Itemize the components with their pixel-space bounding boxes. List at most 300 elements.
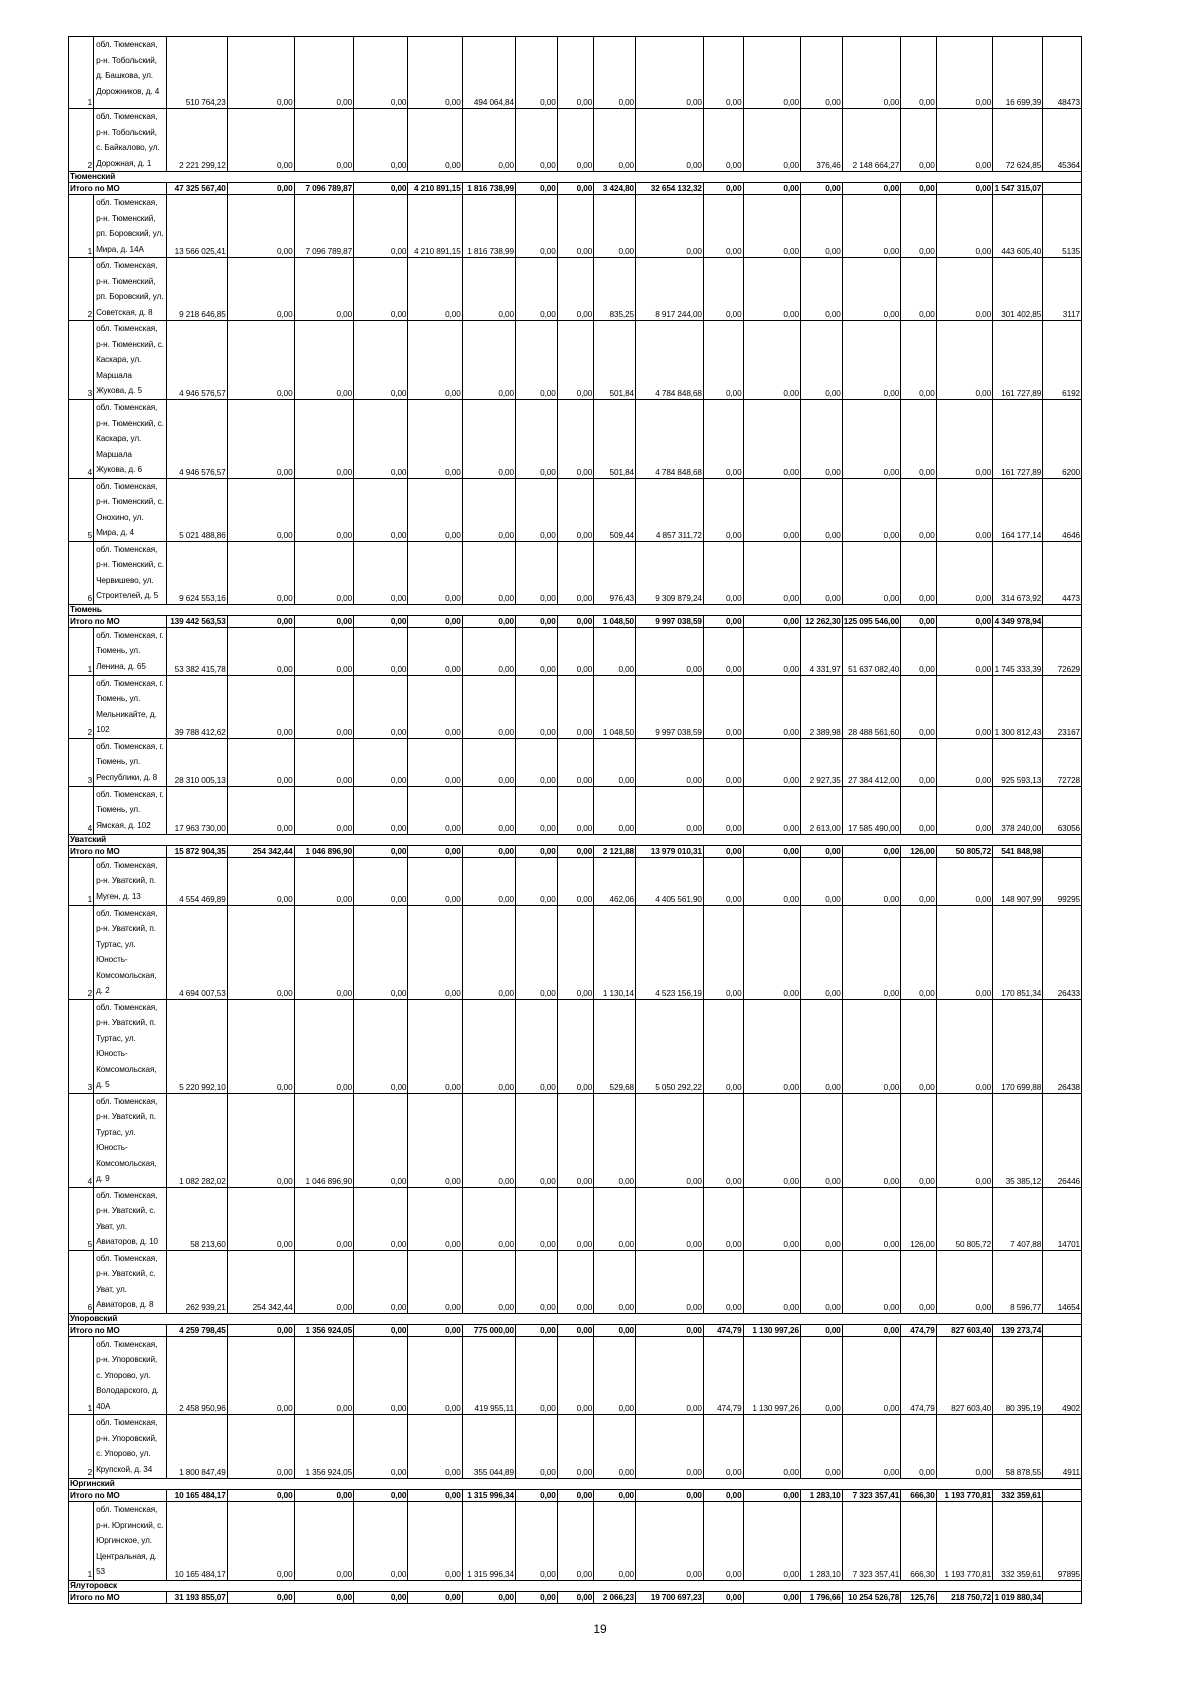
total-value-cell: 0,00 — [227, 1324, 294, 1336]
value-cell: 0,00 — [462, 321, 515, 400]
value-cell: 17 963 730,00 — [167, 786, 228, 834]
value-cell: 378 240,00 — [993, 786, 1043, 834]
value-cell: 0,00 — [227, 675, 294, 738]
value-cell: 0,00 — [515, 37, 557, 109]
value-cell: 0,00 — [901, 999, 937, 1093]
total-label: Итого по МО — [69, 183, 167, 195]
value-cell: 0,00 — [294, 905, 354, 999]
total-value-cell — [1043, 615, 1082, 627]
region-total-row — [69, 615, 1082, 627]
row-index: 1 — [69, 37, 94, 109]
value-cell: 0,00 — [408, 1502, 462, 1581]
value-cell: 0,00 — [354, 627, 408, 675]
value-cell: 97895 — [1043, 1502, 1082, 1581]
region-name: Юргинский — [69, 1479, 1082, 1490]
value-cell: 0,00 — [408, 675, 462, 738]
value-cell: 0,00 — [936, 478, 992, 541]
value-cell: 72629 — [1043, 627, 1082, 675]
value-cell: 509,44 — [594, 478, 636, 541]
address-cell: обл. Тюменская, р-н. Упоровский, с. Упорово, ул. Крупской, д. 34 — [94, 1415, 167, 1479]
value-cell: 1 046 896,90 — [294, 1093, 354, 1187]
value-cell: 16 699,39 — [993, 37, 1043, 109]
value-cell: 0,00 — [743, 1093, 800, 1187]
value-cell: 0,00 — [462, 999, 515, 1093]
total-value-cell: 0,00 — [635, 1324, 703, 1336]
region-name: Тюменский — [69, 172, 1082, 183]
value-cell: 161 727,89 — [993, 400, 1043, 479]
value-cell: 301 402,85 — [993, 258, 1043, 321]
value-cell: 0,00 — [227, 1502, 294, 1581]
total-value-cell: 0,00 — [515, 1324, 557, 1336]
value-cell: 262 939,21 — [167, 1250, 228, 1313]
value-cell: 0,00 — [557, 400, 594, 479]
value-cell: 0,00 — [354, 999, 408, 1093]
total-value-cell: 1 816 738,99 — [462, 183, 515, 195]
value-cell: 0,00 — [557, 321, 594, 400]
value-cell: 0,00 — [408, 627, 462, 675]
value-cell: 0,00 — [800, 400, 842, 479]
total-value-cell: 0,00 — [703, 615, 743, 627]
address-cell: обл. Тюменская, р-н. Тобольский, с. Байкалово, ул. Дорожная, д. 1 — [94, 109, 167, 172]
region-header-row — [69, 604, 1082, 615]
value-cell: 53 382 415,78 — [167, 627, 228, 675]
value-cell: 1 082 282,02 — [167, 1093, 228, 1187]
value-cell: 0,00 — [227, 258, 294, 321]
value-cell: 0,00 — [294, 321, 354, 400]
value-cell: 0,00 — [743, 1250, 800, 1313]
value-cell: 0,00 — [354, 738, 408, 786]
value-cell: 45364 — [1043, 109, 1082, 172]
region-total-row — [69, 845, 1082, 857]
value-cell: 0,00 — [557, 675, 594, 738]
address-cell: обл. Тюменская, р-н. Тюменский, с. Каскара, ул. Маршала Жукова, д. 6 — [94, 400, 167, 479]
region-header-row — [69, 1580, 1082, 1591]
value-cell: 0,00 — [557, 37, 594, 109]
value-cell: 0,00 — [901, 541, 937, 604]
value-cell: 4 946 576,57 — [167, 400, 228, 479]
value-cell: 501,84 — [594, 321, 636, 400]
total-value-cell: 0,00 — [743, 1591, 800, 1603]
value-cell: 0,00 — [800, 1250, 842, 1313]
value-cell: 0,00 — [635, 1250, 703, 1313]
value-cell: 0,00 — [703, 999, 743, 1093]
total-value-cell: 2 121,88 — [594, 845, 636, 857]
value-cell: 0,00 — [294, 1336, 354, 1415]
value-cell: 1 816 738,99 — [462, 195, 515, 258]
value-cell: 0,00 — [594, 37, 636, 109]
total-value-cell: 0,00 — [227, 615, 294, 627]
value-cell: 4 857 311,72 — [635, 478, 703, 541]
total-value-cell: 0,00 — [462, 845, 515, 857]
value-cell: 0,00 — [515, 675, 557, 738]
value-cell: 0,00 — [635, 195, 703, 258]
total-value-cell — [1043, 1591, 1082, 1603]
value-cell: 0,00 — [901, 786, 937, 834]
value-cell: 0,00 — [936, 738, 992, 786]
table-row — [69, 1336, 1082, 1415]
table-row — [69, 321, 1082, 400]
value-cell: 0,00 — [557, 478, 594, 541]
value-cell: 0,00 — [901, 109, 937, 172]
value-cell: 0,00 — [294, 1502, 354, 1581]
value-cell: 0,00 — [594, 195, 636, 258]
value-cell: 0,00 — [635, 1502, 703, 1581]
value-cell: 4 694 007,53 — [167, 905, 228, 999]
value-cell: 0,00 — [462, 258, 515, 321]
value-cell: 355 044,89 — [462, 1415, 515, 1479]
total-value-cell: 0,00 — [901, 183, 937, 195]
value-cell: 0,00 — [800, 1336, 842, 1415]
value-cell: 0,00 — [354, 321, 408, 400]
value-cell: 8 917 244,00 — [635, 258, 703, 321]
total-value-cell: 1 283,10 — [800, 1490, 842, 1502]
row-index: 3 — [69, 999, 94, 1093]
value-cell: 50 805,72 — [936, 1187, 992, 1250]
value-cell: 0,00 — [703, 321, 743, 400]
value-cell: 2 148 664,27 — [842, 109, 900, 172]
region-total-row — [69, 1591, 1082, 1603]
value-cell: 0,00 — [635, 1187, 703, 1250]
table-row — [69, 999, 1082, 1093]
value-cell: 0,00 — [901, 37, 937, 109]
value-cell: 0,00 — [703, 738, 743, 786]
region-name: Упоровский — [69, 1313, 1082, 1324]
value-cell: 26438 — [1043, 999, 1082, 1093]
table-row — [69, 1502, 1082, 1581]
region-name: Тюмень — [69, 604, 1082, 615]
value-cell: 0,00 — [842, 1187, 900, 1250]
value-cell: 0,00 — [703, 258, 743, 321]
value-cell: 0,00 — [354, 37, 408, 109]
total-value-cell: 0,00 — [703, 183, 743, 195]
total-value-cell: 0,00 — [594, 1490, 636, 1502]
value-cell: 0,00 — [936, 37, 992, 109]
total-value-cell: 9 997 038,59 — [635, 615, 703, 627]
total-value-cell: 1 019 880,34 — [993, 1591, 1043, 1603]
value-cell: 0,00 — [594, 627, 636, 675]
value-cell: 827 603,40 — [936, 1336, 992, 1415]
total-value-cell: 4 349 978,94 — [993, 615, 1043, 627]
value-cell: 0,00 — [842, 1415, 900, 1479]
value-cell: 0,00 — [227, 321, 294, 400]
total-value-cell: 0,00 — [800, 845, 842, 857]
value-cell: 164 177,14 — [993, 478, 1043, 541]
table-row — [69, 109, 1082, 172]
region-header-row — [69, 1313, 1082, 1324]
value-cell: 0,00 — [901, 321, 937, 400]
value-cell: 0,00 — [557, 195, 594, 258]
value-cell: 0,00 — [743, 999, 800, 1093]
value-cell: 10 165 484,17 — [167, 1502, 228, 1581]
value-cell: 0,00 — [354, 905, 408, 999]
value-cell: 0,00 — [743, 195, 800, 258]
total-value-cell: 0,00 — [408, 615, 462, 627]
address-cell: обл. Тюменская, р-н. Тобольский, д. Башкова, ул. Дорожников, д. 4 — [94, 37, 167, 109]
total-value-cell: 0,00 — [743, 615, 800, 627]
total-value-cell: 4 259 798,45 — [167, 1324, 228, 1336]
total-value-cell: 474,79 — [703, 1324, 743, 1336]
value-cell: 0,00 — [594, 738, 636, 786]
region-header-row — [69, 834, 1082, 845]
value-cell: 0,00 — [936, 675, 992, 738]
total-value-cell: 0,00 — [462, 615, 515, 627]
value-cell: 0,00 — [462, 738, 515, 786]
total-value-cell — [1043, 1490, 1082, 1502]
value-cell: 0,00 — [842, 999, 900, 1093]
value-cell: 0,00 — [594, 109, 636, 172]
row-index: 2 — [69, 675, 94, 738]
value-cell: 0,00 — [635, 1336, 703, 1415]
value-cell: 0,00 — [743, 37, 800, 109]
value-cell: 0,00 — [515, 321, 557, 400]
total-value-cell: 0,00 — [901, 615, 937, 627]
total-value-cell: 0,00 — [703, 1490, 743, 1502]
total-value-cell: 0,00 — [743, 845, 800, 857]
value-cell: 80 395,19 — [993, 1336, 1043, 1415]
value-cell: 0,00 — [354, 1250, 408, 1313]
total-value-cell: 0,00 — [354, 845, 408, 857]
total-value-cell: 7 323 357,41 — [842, 1490, 900, 1502]
value-cell: 0,00 — [901, 675, 937, 738]
total-value-cell: 0,00 — [354, 1591, 408, 1603]
value-cell: 0,00 — [294, 1250, 354, 1313]
total-value-cell: 10 165 484,17 — [167, 1490, 228, 1502]
row-index: 1 — [69, 195, 94, 258]
budget-table — [68, 36, 1082, 1604]
value-cell: 0,00 — [462, 109, 515, 172]
value-cell: 0,00 — [515, 786, 557, 834]
value-cell: 0,00 — [294, 786, 354, 834]
total-value-cell: 0,00 — [557, 845, 594, 857]
total-value-cell: 0,00 — [515, 845, 557, 857]
value-cell: 5135 — [1043, 195, 1082, 258]
total-value-cell: 474,79 — [901, 1324, 937, 1336]
value-cell: 6192 — [1043, 321, 1082, 400]
value-cell: 9 624 553,16 — [167, 541, 228, 604]
total-value-cell: 0,00 — [635, 1490, 703, 1502]
value-cell: 0,00 — [635, 109, 703, 172]
total-value-cell: 0,00 — [408, 1591, 462, 1603]
value-cell: 0,00 — [354, 1415, 408, 1479]
value-cell: 419 955,11 — [462, 1336, 515, 1415]
value-cell: 5 050 292,22 — [635, 999, 703, 1093]
address-cell: обл. Тюменская, р-н. Тюменский, с. Каскара, ул. Маршала Жукова, д. 5 — [94, 321, 167, 400]
total-value-cell: 827 603,40 — [936, 1324, 992, 1336]
row-index: 3 — [69, 738, 94, 786]
value-cell: 26433 — [1043, 905, 1082, 999]
value-cell: 2 221 299,12 — [167, 109, 228, 172]
value-cell: 2 458 950,96 — [167, 1336, 228, 1415]
value-cell: 0,00 — [227, 1187, 294, 1250]
total-value-cell — [1043, 1324, 1082, 1336]
value-cell: 72 624,85 — [993, 109, 1043, 172]
value-cell: 0,00 — [594, 1187, 636, 1250]
value-cell: 0,00 — [635, 1415, 703, 1479]
value-cell: 0,00 — [800, 195, 842, 258]
value-cell: 0,00 — [936, 1250, 992, 1313]
value-cell: 0,00 — [462, 541, 515, 604]
region-total-row — [69, 1324, 1082, 1336]
total-value-cell: 0,00 — [227, 1490, 294, 1502]
value-cell: 0,00 — [901, 1415, 937, 1479]
total-value-cell: 0,00 — [842, 845, 900, 857]
table-row — [69, 786, 1082, 834]
row-index: 1 — [69, 1502, 94, 1581]
value-cell: 0,00 — [557, 627, 594, 675]
value-cell: 0,00 — [294, 627, 354, 675]
value-cell: 0,00 — [800, 1187, 842, 1250]
value-cell: 0,00 — [408, 1187, 462, 1250]
row-index: 5 — [69, 1187, 94, 1250]
value-cell: 0,00 — [227, 1336, 294, 1415]
value-cell: 4 523 156,19 — [635, 905, 703, 999]
value-cell: 0,00 — [408, 1250, 462, 1313]
value-cell: 17 585 490,00 — [842, 786, 900, 834]
total-value-cell: 1 130 997,26 — [743, 1324, 800, 1336]
value-cell: 0,00 — [800, 258, 842, 321]
value-cell: 0,00 — [515, 1415, 557, 1479]
value-cell: 0,00 — [703, 109, 743, 172]
total-value-cell: 0,00 — [936, 183, 992, 195]
total-value-cell: 0,00 — [842, 1324, 900, 1336]
region-header-row — [69, 172, 1082, 183]
value-cell: 51 637 082,40 — [842, 627, 900, 675]
value-cell: 0,00 — [462, 857, 515, 905]
value-cell: 0,00 — [294, 675, 354, 738]
total-value-cell: 0,00 — [354, 183, 408, 195]
value-cell: 0,00 — [354, 1336, 408, 1415]
value-cell: 462,06 — [594, 857, 636, 905]
value-cell: 0,00 — [557, 109, 594, 172]
total-value-cell: 332 359,61 — [993, 1490, 1043, 1502]
value-cell: 332 359,61 — [993, 1502, 1043, 1581]
total-value-cell: 0,00 — [227, 183, 294, 195]
value-cell: 0,00 — [557, 905, 594, 999]
value-cell: 0,00 — [901, 258, 937, 321]
value-cell: 494 064,84 — [462, 37, 515, 109]
value-cell: 4 554 469,89 — [167, 857, 228, 905]
row-index: 1 — [69, 627, 94, 675]
value-cell: 0,00 — [703, 857, 743, 905]
total-value-cell: 0,00 — [408, 845, 462, 857]
row-index: 1 — [69, 857, 94, 905]
value-cell: 0,00 — [354, 195, 408, 258]
table-row — [69, 1187, 1082, 1250]
value-cell: 0,00 — [743, 1502, 800, 1581]
value-cell: 2 389,98 — [800, 675, 842, 738]
value-cell: 976,43 — [594, 541, 636, 604]
address-cell: обл. Тюменская, р-н. Уватский, п. Туртас, ул. Юность-Комсомольская, д. 2 — [94, 905, 167, 999]
value-cell: 1 130 997,26 — [743, 1336, 800, 1415]
value-cell: 0,00 — [594, 1093, 636, 1187]
value-cell: 0,00 — [703, 905, 743, 999]
value-cell: 58 878,55 — [993, 1415, 1043, 1479]
value-cell: 0,00 — [594, 1502, 636, 1581]
value-cell: 0,00 — [408, 478, 462, 541]
total-value-cell: 139 442 563,53 — [167, 615, 228, 627]
value-cell: 510 764,23 — [167, 37, 228, 109]
value-cell: 148 907,99 — [993, 857, 1043, 905]
total-value-cell: 10 254 526,78 — [842, 1591, 900, 1603]
value-cell: 0,00 — [703, 37, 743, 109]
value-cell: 0,00 — [842, 37, 900, 109]
total-value-cell: 13 979 010,31 — [635, 845, 703, 857]
value-cell: 0,00 — [901, 478, 937, 541]
total-value-cell: 0,00 — [515, 1591, 557, 1603]
value-cell: 0,00 — [743, 738, 800, 786]
total-value-cell: 0,00 — [594, 1324, 636, 1336]
value-cell: 1 283,10 — [800, 1502, 842, 1581]
value-cell: 14654 — [1043, 1250, 1082, 1313]
value-cell: 1 745 333,39 — [993, 627, 1043, 675]
total-value-cell: 0,00 — [408, 1324, 462, 1336]
total-value-cell: 3 424,80 — [594, 183, 636, 195]
table-row — [69, 195, 1082, 258]
value-cell: 9 218 646,85 — [167, 258, 228, 321]
address-cell: обл. Тюменская, р-н. Уватский, п. Туртас, ул. Юность-Комсомольская, д. 9 — [94, 1093, 167, 1187]
row-index: 2 — [69, 258, 94, 321]
value-cell: 0,00 — [462, 478, 515, 541]
total-label: Итого по МО — [69, 1490, 167, 1502]
value-cell: 0,00 — [743, 541, 800, 604]
value-cell: 0,00 — [515, 999, 557, 1093]
total-value-cell: 31 193 855,07 — [167, 1591, 228, 1603]
value-cell: 0,00 — [901, 905, 937, 999]
value-cell: 0,00 — [936, 1415, 992, 1479]
value-cell: 39 788 412,62 — [167, 675, 228, 738]
value-cell: 0,00 — [227, 999, 294, 1093]
value-cell: 0,00 — [743, 1187, 800, 1250]
total-value-cell: 0,00 — [294, 1490, 354, 1502]
value-cell: 0,00 — [462, 1250, 515, 1313]
value-cell: 0,00 — [901, 1250, 937, 1313]
table-row — [69, 37, 1082, 109]
value-cell: 0,00 — [557, 738, 594, 786]
value-cell: 0,00 — [227, 905, 294, 999]
total-value-cell: 0,00 — [800, 183, 842, 195]
value-cell: 0,00 — [842, 195, 900, 258]
value-cell: 0,00 — [635, 1093, 703, 1187]
total-value-cell: 2 066,23 — [594, 1591, 636, 1603]
total-label: Итого по МО — [69, 1324, 167, 1336]
value-cell: 0,00 — [800, 478, 842, 541]
value-cell: 58 213,60 — [167, 1187, 228, 1250]
table-row — [69, 1093, 1082, 1187]
value-cell: 0,00 — [408, 37, 462, 109]
value-cell: 0,00 — [557, 258, 594, 321]
total-value-cell: 7 096 789,87 — [294, 183, 354, 195]
table-row — [69, 258, 1082, 321]
value-cell: 666,30 — [901, 1502, 937, 1581]
value-cell: 0,00 — [227, 109, 294, 172]
value-cell: 63056 — [1043, 786, 1082, 834]
value-cell: 0,00 — [227, 37, 294, 109]
value-cell: 6200 — [1043, 400, 1082, 479]
value-cell: 4 946 576,57 — [167, 321, 228, 400]
value-cell: 0,00 — [227, 786, 294, 834]
value-cell: 0,00 — [936, 400, 992, 479]
value-cell: 0,00 — [294, 541, 354, 604]
row-index: 3 — [69, 321, 94, 400]
value-cell: 0,00 — [703, 1502, 743, 1581]
value-cell: 0,00 — [635, 37, 703, 109]
value-cell: 0,00 — [703, 195, 743, 258]
value-cell: 161 727,89 — [993, 321, 1043, 400]
value-cell: 0,00 — [842, 258, 900, 321]
value-cell: 0,00 — [515, 905, 557, 999]
value-cell: 0,00 — [936, 786, 992, 834]
total-value-cell: 19 700 697,23 — [635, 1591, 703, 1603]
